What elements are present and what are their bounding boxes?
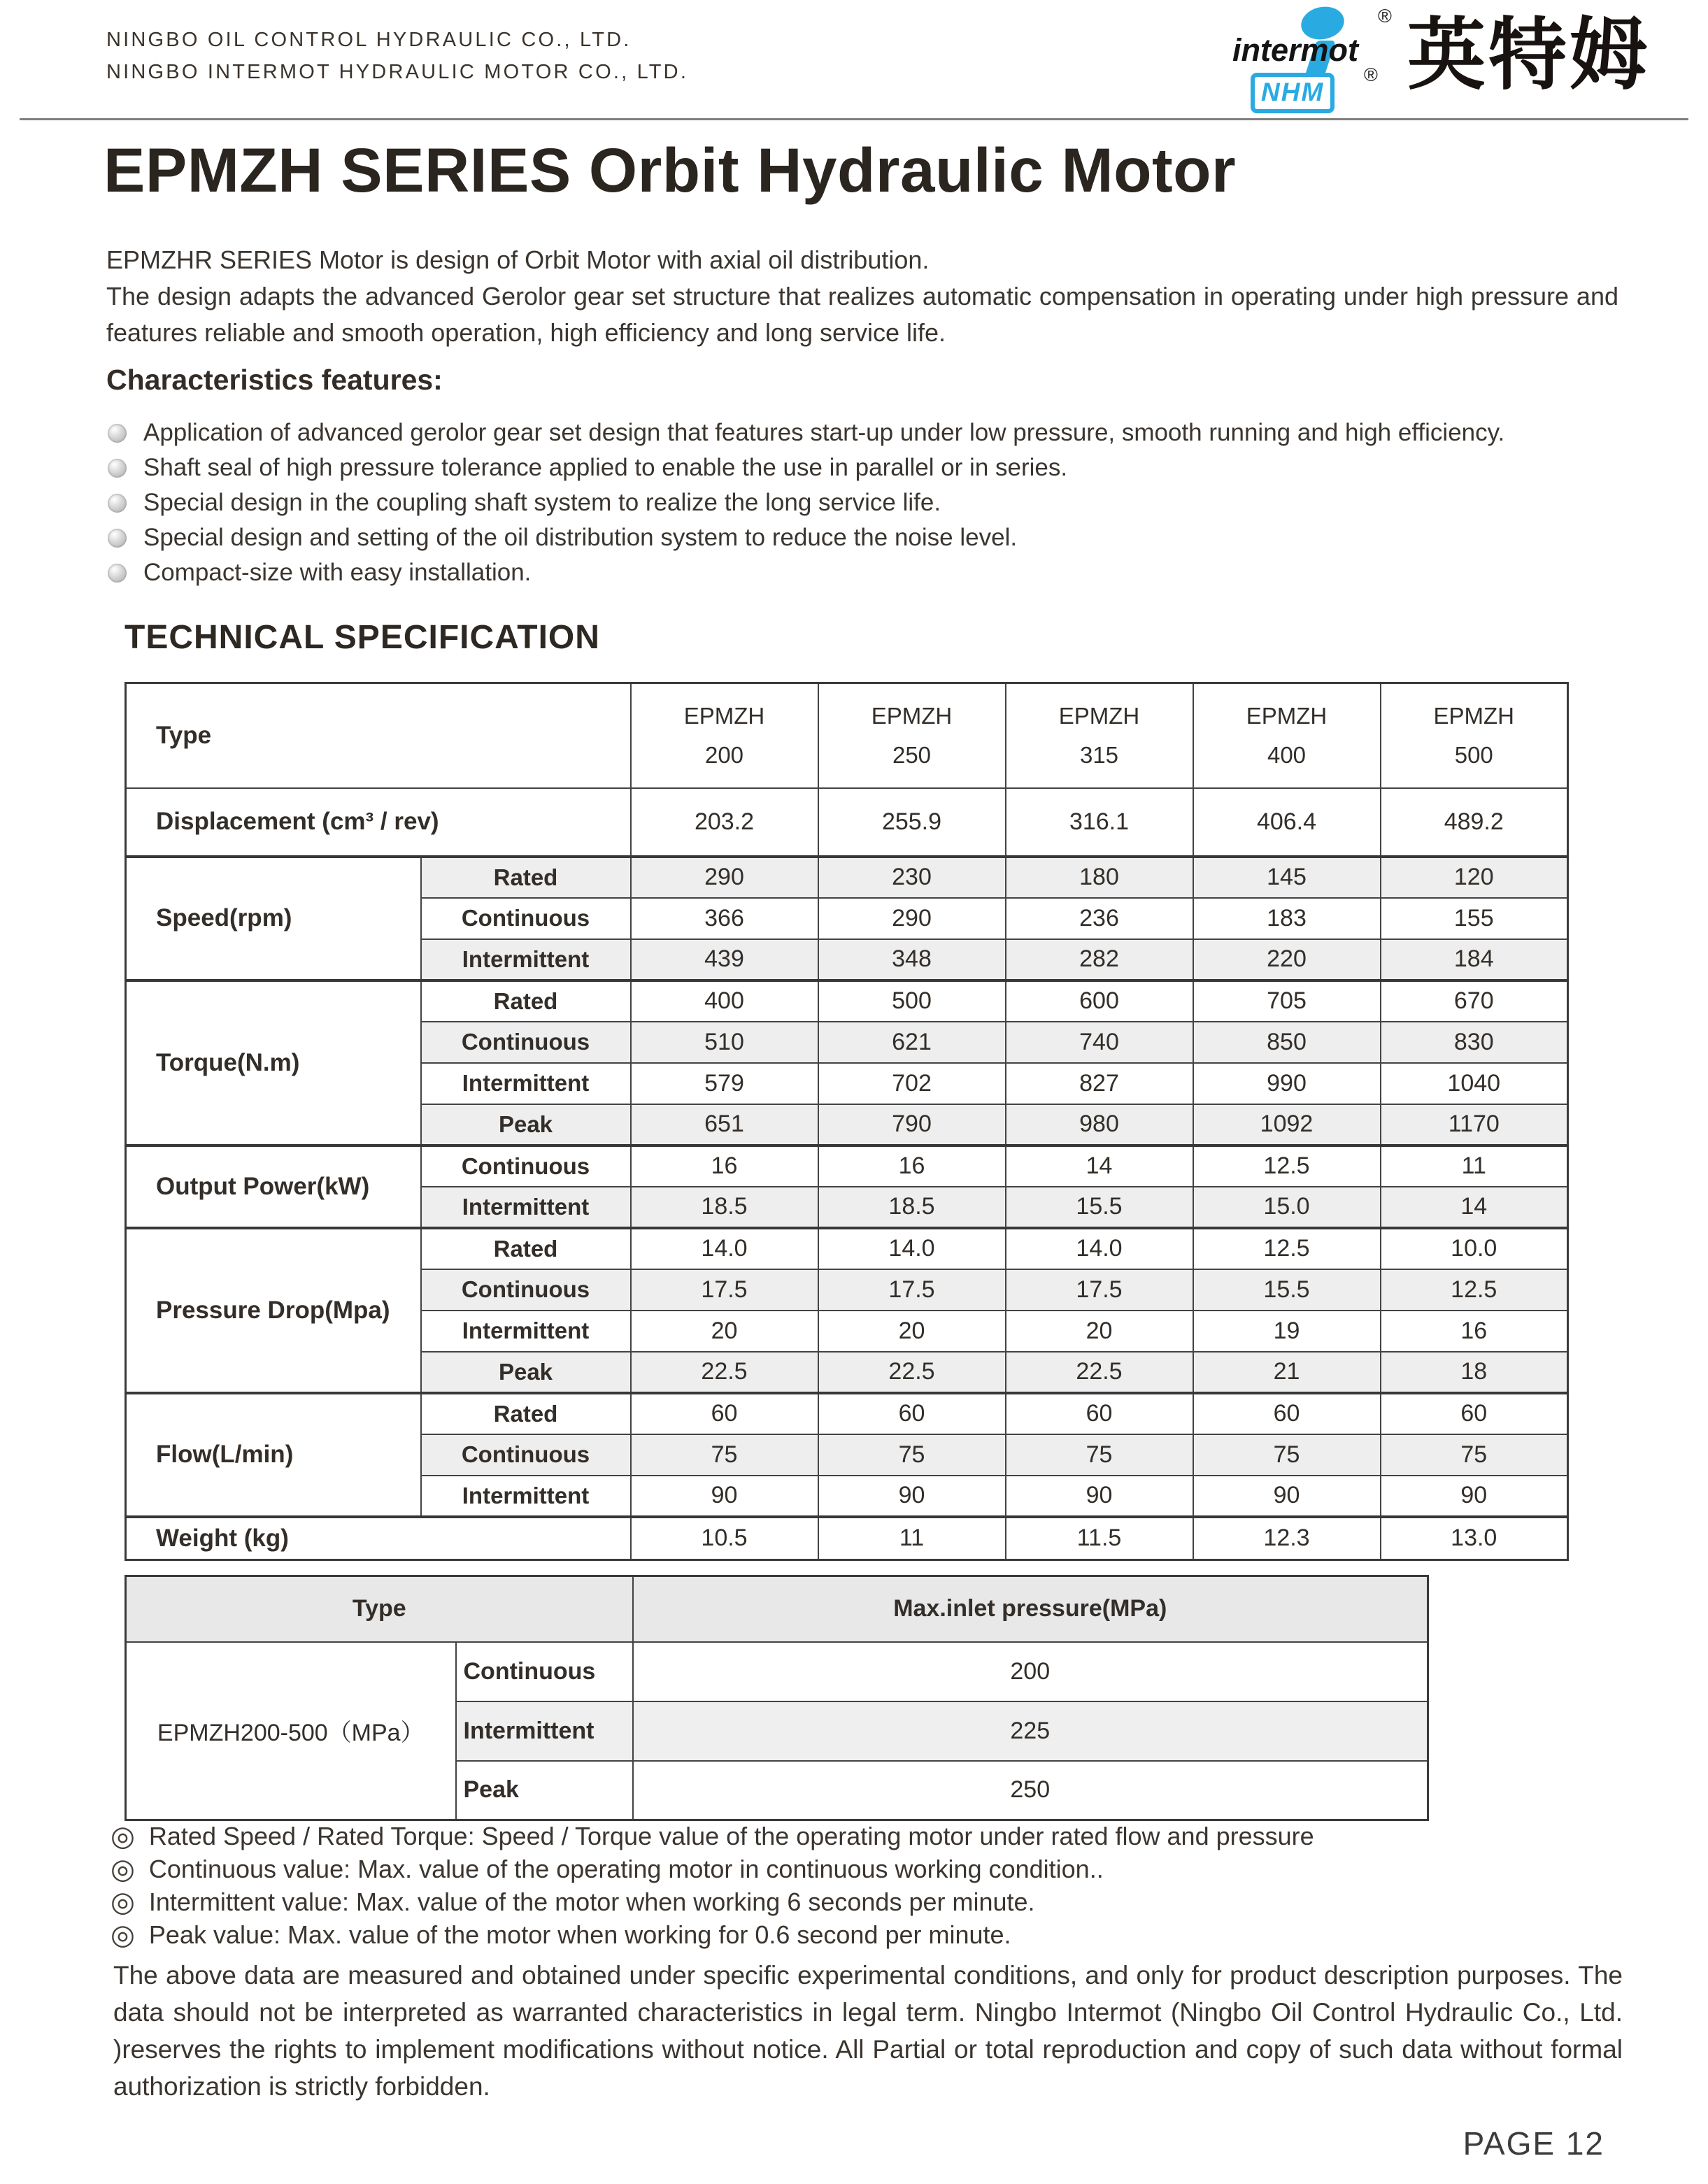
spec-value: 14: [1006, 1145, 1193, 1187]
model-series: EPMZH: [1246, 702, 1328, 729]
spec-value: 220: [1193, 939, 1381, 980]
list-item: [111, 1885, 1314, 1918]
feature-text: Special design in the coupling shaft system to realize the long service life.: [143, 489, 941, 516]
spec-value: 316.1: [1006, 788, 1193, 857]
spec-value: 17.5: [818, 1269, 1006, 1311]
model-code: 500: [1454, 741, 1493, 768]
spec-table: [124, 682, 1569, 1561]
intro-line-1: EPMZHR SERIES Motor is design of Orbit Motor with axial oil distribution.: [106, 245, 930, 274]
table-row: [126, 683, 1568, 788]
spec-value: 621: [818, 1022, 1006, 1063]
table-row: [126, 1576, 1428, 1642]
spec-value: 236: [1006, 898, 1193, 939]
spec-value: 22.5: [818, 1352, 1006, 1393]
column-header-model: [1006, 683, 1193, 788]
spec-value: 282: [1006, 939, 1193, 980]
column-header-max-inlet-pressure: Max.inlet pressure(MPa): [633, 1576, 1428, 1642]
spec-value: 21: [1193, 1352, 1381, 1393]
sub-row-label: Continuous: [421, 1022, 631, 1063]
spec-value: 19: [1193, 1311, 1381, 1352]
spec-value: 14.0: [818, 1228, 1006, 1269]
note-text: Rated Speed / Rated Torque: Speed / Torque value of the operating motor under rated flow and pressure: [148, 1821, 1314, 1850]
spec-value: 17.5: [1006, 1269, 1193, 1311]
row-label-output-power: Output Power(kW): [126, 1145, 421, 1228]
spec-value: 12.5: [1193, 1228, 1381, 1269]
note-text: Continuous value: Max. value of the operating motor in continuous working condition..: [148, 1854, 1104, 1883]
spec-value: 600: [1006, 980, 1193, 1022]
spec-value: 850: [1193, 1022, 1381, 1063]
spec-value: 184: [1381, 939, 1568, 980]
spec-value: 990: [1193, 1063, 1381, 1104]
spec-value: 12.3: [1193, 1517, 1381, 1560]
double-circle-bullet-icon: ◎: [111, 1820, 135, 1852]
spec-value: 90: [1381, 1476, 1568, 1517]
spec-value: 980: [1006, 1104, 1193, 1145]
spec-value: 18.5: [631, 1187, 818, 1228]
table-row: [126, 1228, 1568, 1269]
spec-value: 1040: [1381, 1063, 1568, 1104]
feature-text: Special design and setting of the oil distribution system to reduce the noise level.: [143, 524, 1018, 551]
sub-row-label: Intermittent: [421, 1187, 631, 1228]
spec-value: 11.5: [1006, 1517, 1193, 1560]
spec-value: 11: [1381, 1145, 1568, 1187]
spec-heading: TECHNICAL SPECIFICATION: [124, 619, 600, 656]
spec-value: 75: [1006, 1434, 1193, 1476]
spec-value: 230: [818, 857, 1006, 898]
row-label-pressure-drop: Pressure Drop(Mpa): [126, 1228, 421, 1393]
spec-value: 14.0: [631, 1228, 818, 1269]
spec-value: 510: [631, 1022, 818, 1063]
registered-mark-icon: ®: [1364, 64, 1378, 85]
intro-line-2: The design adapts the advanced Gerolor gear set structure that realizes automatic compensation in operating under high pressure and features reliable and smooth operation, high efficiency and long service life.: [106, 282, 1618, 347]
note-text: Peak value: Max. value of the motor when working for 0.6 second per minute.: [148, 1920, 1011, 1949]
sub-row-label: Intermittent: [421, 1063, 631, 1104]
spec-value: 75: [1193, 1434, 1381, 1476]
spec-value: 16: [1381, 1311, 1568, 1352]
sub-row-label: Continuous: [421, 898, 631, 939]
registered-mark-icon: ®: [1378, 6, 1392, 27]
spec-value: 90: [1006, 1476, 1193, 1517]
model-code: 400: [1267, 741, 1307, 768]
brand-logo: [1232, 3, 1651, 115]
spec-value: 1170: [1381, 1104, 1568, 1145]
feature-text: Application of advanced gerolor gear set design that features start-up under low pressure, smooth running and high efficiency.: [143, 419, 1505, 446]
sphere-bullet-icon: [108, 529, 127, 548]
row-label-flow: Flow(L/min): [126, 1393, 421, 1517]
spec-value: 22.5: [631, 1352, 818, 1393]
spec-value: 20: [631, 1311, 818, 1352]
spec-value: 90: [631, 1476, 818, 1517]
spec-value: 348: [818, 939, 1006, 980]
spec-value: 702: [818, 1063, 1006, 1104]
spec-value: 290: [818, 898, 1006, 939]
spec-value: 1092: [1193, 1104, 1381, 1145]
logo-chinese-text: 英特姆: [1407, 11, 1651, 99]
header-divider: [20, 118, 1688, 120]
feature-text: Compact-size with easy installation.: [143, 559, 532, 586]
spec-value: 290: [631, 857, 818, 898]
table-row: [126, 1517, 1568, 1560]
page-title: EPMZH SERIES Orbit Hydraulic Motor: [104, 135, 1237, 205]
sub-row-label: Continuous: [421, 1434, 631, 1476]
row-label-weight: Weight (kg): [126, 1517, 631, 1560]
company-line-1: NINGBO OIL CONTROL HYDRAULIC CO., LTD.: [106, 29, 632, 51]
spec-value: 14: [1381, 1187, 1568, 1228]
sub-row-label: Intermittent: [421, 1476, 631, 1517]
spec-value: 366: [631, 898, 818, 939]
row-label-type: Type: [126, 683, 631, 788]
sub-row-label: Intermittent: [421, 1311, 631, 1352]
spec-value: 651: [631, 1104, 818, 1145]
spec-value: 15.5: [1193, 1269, 1381, 1311]
note-text: Intermittent value: Max. value of the motor when working 6 seconds per minute.: [148, 1887, 1035, 1916]
spec-value: 16: [818, 1145, 1006, 1187]
spec-value: 400: [631, 980, 818, 1022]
legal-disclaimer: The above data are measured and obtained under specific experimental conditions, and only for product description purposes. The data should not be interpreted as warranted characteristics in legal term. Ningbo Intermot (Ningbo Oil Control Hydraulic Co., Ltd. )reserves the rights to implement modifications without notice. All Partial or total reproduction and copy of such data without formal authorization is strictly forbidden.: [113, 1961, 1623, 2101]
list-item: [108, 555, 1504, 590]
list-item: [108, 450, 1504, 485]
pressure-value: 225: [633, 1701, 1428, 1761]
spec-value: 15.0: [1193, 1187, 1381, 1228]
spec-value: 790: [818, 1104, 1006, 1145]
model-code: 315: [1079, 741, 1119, 768]
sphere-bullet-icon: [108, 424, 127, 443]
spec-value: 489.2: [1381, 788, 1568, 857]
row-label-model-range: EPMZH200-500（MPa）: [126, 1642, 456, 1820]
sub-row-label: Rated: [421, 857, 631, 898]
double-circle-bullet-icon: ◎: [111, 1853, 135, 1885]
column-header-type: Type: [126, 1576, 633, 1642]
list-item: [111, 1853, 1314, 1885]
table-row: [126, 980, 1568, 1022]
table-row: [126, 857, 1568, 898]
spec-value: 20: [1006, 1311, 1193, 1352]
feature-text: Shaft seal of high pressure tolerance applied to enable the use in parallel or in series.: [143, 454, 1068, 481]
spec-value: 75: [631, 1434, 818, 1476]
sub-row-label: Intermittent: [421, 939, 631, 980]
sub-row-label: Continuous: [421, 1145, 631, 1187]
sphere-bullet-icon: [108, 564, 127, 583]
spec-value: 183: [1193, 898, 1381, 939]
sphere-bullet-icon: [108, 494, 127, 513]
sub-row-label: Rated: [421, 1228, 631, 1269]
sphere-bullet-icon: [108, 459, 127, 478]
double-circle-bullet-icon: ◎: [111, 1919, 135, 1950]
model-series: EPMZH: [683, 702, 765, 729]
spec-value: 60: [1006, 1393, 1193, 1434]
sub-row-label: Continuous: [421, 1269, 631, 1311]
spec-value: 13.0: [1381, 1517, 1568, 1560]
notes-list: [111, 1820, 1314, 1951]
spec-value: 500: [818, 980, 1006, 1022]
table-row: [126, 788, 1568, 857]
spec-value: 16: [631, 1145, 818, 1187]
spec-value: 406.4: [1193, 788, 1381, 857]
pressure-value: 250: [633, 1761, 1428, 1820]
model-series: EPMZH: [1058, 702, 1140, 729]
list-item: [108, 415, 1504, 450]
sub-row-label: Continuous: [456, 1642, 633, 1701]
double-circle-bullet-icon: ◎: [111, 1886, 135, 1918]
column-header-model: [1381, 683, 1568, 788]
spec-value: 670: [1381, 980, 1568, 1022]
list-item: [108, 485, 1504, 520]
model-series: EPMZH: [871, 702, 953, 729]
max-inlet-pressure-table: [124, 1575, 1429, 1821]
row-label-torque: Torque(N.m): [126, 980, 421, 1145]
spec-value: 75: [1381, 1434, 1568, 1476]
list-item: [111, 1918, 1314, 1951]
spec-value: 60: [631, 1393, 818, 1434]
spec-value: 830: [1381, 1022, 1568, 1063]
spec-value: 120: [1381, 857, 1568, 898]
spec-value: 20: [818, 1311, 1006, 1352]
list-item: [111, 1820, 1314, 1853]
spec-value: 22.5: [1006, 1352, 1193, 1393]
spec-value: 740: [1006, 1022, 1193, 1063]
spec-value: 155: [1381, 898, 1568, 939]
spec-value: 17.5: [631, 1269, 818, 1311]
spec-value: 10.5: [631, 1517, 818, 1560]
spec-value: 18.5: [818, 1187, 1006, 1228]
spec-value: 14.0: [1006, 1228, 1193, 1269]
sub-row-label: Intermittent: [456, 1701, 633, 1761]
column-header-model: [631, 683, 818, 788]
spec-value: 827: [1006, 1063, 1193, 1104]
row-label-displacement: Displacement (cm³ / rev): [126, 788, 631, 857]
page-number: PAGE 12: [1463, 2125, 1604, 2162]
spec-value: 75: [818, 1434, 1006, 1476]
table-row: [126, 1642, 1428, 1701]
spec-value: 579: [631, 1063, 818, 1104]
column-header-model: [1193, 683, 1381, 788]
model-code: 200: [704, 741, 744, 768]
sub-row-label: Rated: [421, 980, 631, 1022]
spec-value: 255.9: [818, 788, 1006, 857]
model-series: EPMZH: [1433, 702, 1514, 729]
column-header-model: [818, 683, 1006, 788]
table-row: [126, 1145, 1568, 1187]
intro-text: [106, 242, 1618, 351]
row-label-speed: Speed(rpm): [126, 857, 421, 980]
spec-value: 145: [1193, 857, 1381, 898]
sub-row-label: Peak: [421, 1104, 631, 1145]
sub-row-label: Rated: [421, 1393, 631, 1434]
logo-intermot-text: intermot: [1232, 32, 1358, 68]
list-item: [108, 520, 1504, 555]
features-list: [108, 415, 1504, 590]
model-code: 250: [892, 741, 932, 768]
intermot-logo: [1232, 3, 1407, 115]
company-line-2: NINGBO INTERMOT HYDRAULIC MOTOR CO., LTD.: [106, 61, 689, 83]
spec-value: 203.2: [631, 788, 818, 857]
spec-value: 15.5: [1006, 1187, 1193, 1228]
logo-nhm-badge: NHM: [1251, 73, 1335, 113]
spec-value: 705: [1193, 980, 1381, 1022]
spec-value: 10.0: [1381, 1228, 1568, 1269]
spec-value: 90: [818, 1476, 1006, 1517]
spec-value: 60: [1381, 1393, 1568, 1434]
pressure-value: 200: [633, 1642, 1428, 1701]
features-heading: Characteristics features:: [106, 364, 443, 396]
spec-value: 60: [1193, 1393, 1381, 1434]
spec-value: 180: [1006, 857, 1193, 898]
spec-value: 439: [631, 939, 818, 980]
spec-value: 12.5: [1381, 1269, 1568, 1311]
spec-value: 90: [1193, 1476, 1381, 1517]
spec-value: 12.5: [1193, 1145, 1381, 1187]
spec-value: 18: [1381, 1352, 1568, 1393]
company-names: [106, 24, 688, 88]
table-row: [126, 1393, 1568, 1434]
spec-value: 60: [818, 1393, 1006, 1434]
sub-row-label: Peak: [456, 1761, 633, 1820]
sub-row-label: Peak: [421, 1352, 631, 1393]
spec-value: 11: [818, 1517, 1006, 1560]
